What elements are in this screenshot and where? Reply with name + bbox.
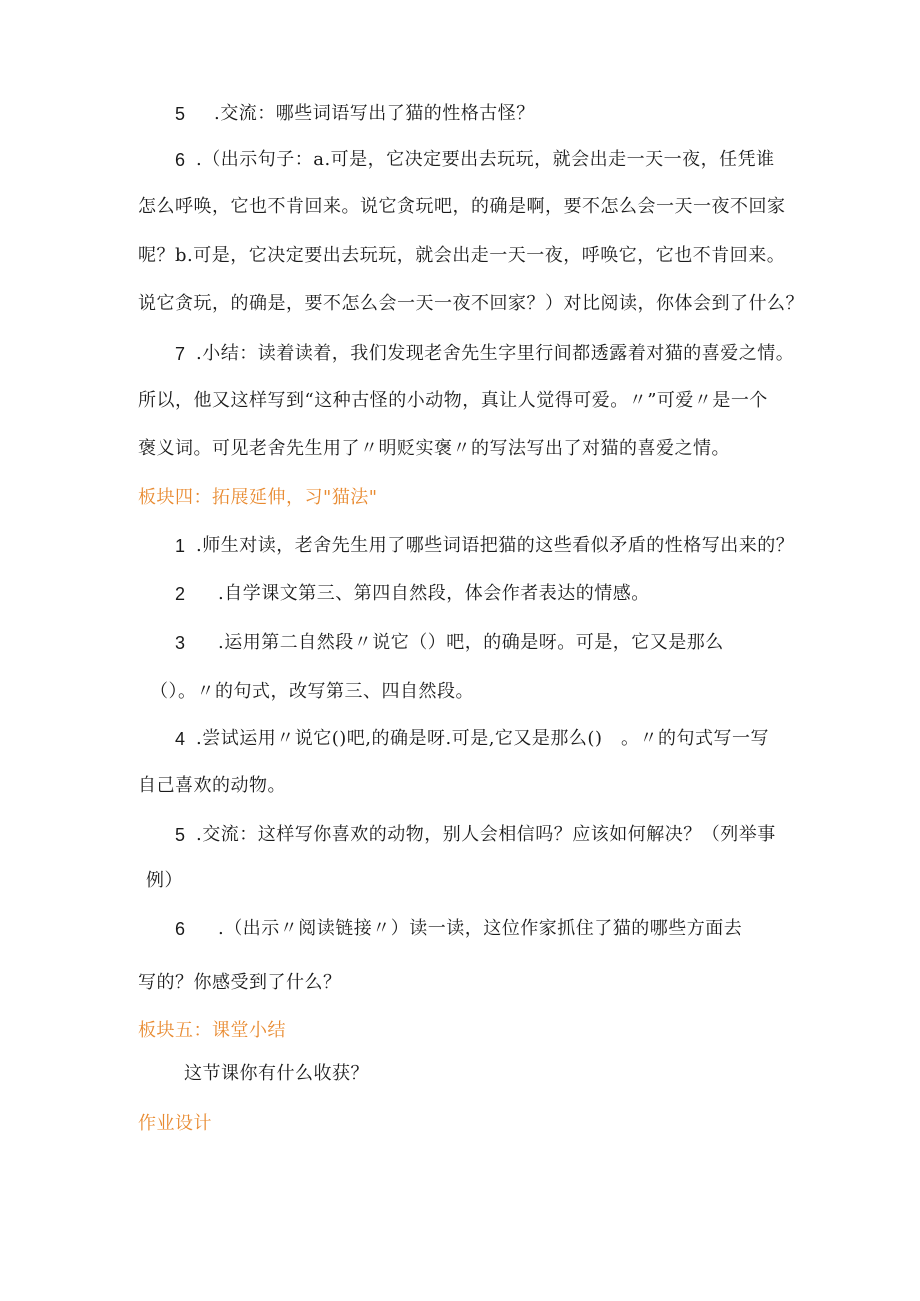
item-text: 例）	[146, 870, 183, 891]
item-text: .尝试运用〃说它()吧,的确是呀.可是,它又是那么() 。〃的句式写一写	[196, 728, 769, 749]
item-text: .（出示〃阅读链接〃）读一读，这位作家抓住了猫的哪些方面去	[218, 918, 743, 939]
item-number: 3	[175, 633, 186, 653]
item-text: 怎么呼唤，它也不肯回来。说它贪玩吧，的确是啊，要不怎么会一天一夜不回家	[138, 196, 786, 217]
item-text: 自己喜欢的动物。	[138, 775, 286, 796]
item-text: .运用第二自然段〃说它（）吧，的确是呀。可是，它又是那么	[218, 632, 724, 653]
item-text: .小结：读着读着，我们发现老舍先生字里行间都透露着对猫的喜爱之情。	[196, 343, 795, 364]
section-heading: 板块五：课堂小结	[138, 1020, 286, 1041]
item-text: .交流：这样写你喜欢的动物，别人会相信吗？应该如何解决？（列举事	[196, 824, 776, 845]
item-number: 7	[175, 344, 186, 364]
item-number: 5	[175, 825, 186, 845]
item-number: 6	[175, 919, 186, 939]
summary-question: 这节课你有什么收获？	[184, 1063, 369, 1084]
item-text: 写的？你感受到了什么？	[138, 972, 342, 993]
item-text: 所以，他又这样写到“这种古怪的小动物，真让人觉得可爱。〃”可爱〃是一个	[138, 390, 768, 411]
item-text: 说它贪玩，的确是，要不怎么会一天一夜不回家？）对比阅读，你体会到了什么？	[138, 293, 804, 314]
item-text: .师生对读，老舍先生用了哪些词语把猫的这些看似矛盾的性格写出来的？	[196, 535, 795, 556]
item-text: （）。〃的句式，改写第三、四自然段。	[150, 681, 474, 702]
item-text: 褒义词。可见老舍先生用了〃明贬实褒〃的写法写出了对猫的喜爱之情。	[138, 438, 730, 459]
section-heading: 板块四：拓展延伸，习"猫法"	[138, 487, 378, 508]
item-number: 2	[175, 584, 186, 604]
item-text: .（出示句子：a.可是，它决定要出去玩玩，就会出走一天一夜，任凭谁	[196, 149, 775, 170]
homework-heading: 作业设计	[138, 1113, 212, 1134]
item-number: 1	[175, 536, 186, 556]
item-text: .自学课文第三、第四自然段，体会作者表达的情感。	[218, 583, 650, 604]
item-number: 6	[175, 150, 186, 170]
item-text: 呢？b.可是，它决定要出去玩玩，就会出走一天一夜，呼唤它，它也不肯回来。	[138, 245, 786, 266]
item-number: 4	[175, 729, 186, 749]
item-text: .交流：哪些词语写出了猫的性格古怪？	[214, 103, 535, 124]
item-number: 5	[175, 104, 186, 124]
